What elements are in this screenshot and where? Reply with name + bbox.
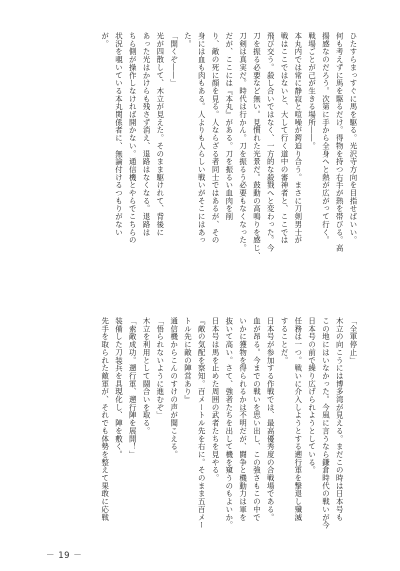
text-line: 日本号は馬を止めた周囲の武者たちを見やる。 <box>211 317 221 482</box>
text-line: 「開くぞ――」 <box>169 32 179 87</box>
text-line: 日本号が参加する作戦では、最高優秀度の合戦場である。 <box>266 317 276 522</box>
text-line: 刀を振る必要など無い。見慣れた光景だ。鼓動の高鳴りを感じ、 <box>252 32 262 260</box>
text-line: 戦場ごとが己が生きる場所――。 <box>307 32 317 150</box>
text-line: 何も考えずに馬を駆るだけ。得物を持つ右手が熱を帯びる。高 <box>335 32 345 252</box>
text-line: 『敵の気配を察知。百メートル先を右に。そのまま五百メー <box>197 317 207 529</box>
text-line: 刀剣は真実だ。時代は行かん。刀を振るう必要もなくなった。 <box>238 32 248 252</box>
text-line: 血が昂る。今までの戦いを思い出し、この強さもこの中で <box>252 317 262 522</box>
text-line: ちら側が操作しなければ開かない。通信機とやらでこちらの <box>128 32 138 244</box>
text-line: いかに獲物を得られるかは不明だが、闘争と機動力は軍を <box>238 317 248 522</box>
text-line: 揚感なのだろう。次第に手から全身へと熱が広がって行く。 <box>321 32 331 244</box>
bottom-text-block <box>30 317 360 539</box>
text-line: 戦はここではないと、大して行く道中の審神者と、ここでは <box>280 32 290 244</box>
text-line: 任務は一つ。戦いに介入しようとする遡行軍を撃退し殲滅 <box>293 317 303 522</box>
text-line: た。 <box>183 32 193 48</box>
text-line: 本丸内では常に静寂と喧噪が鍔迫り合う。まさに刀剣男士が <box>293 32 303 244</box>
text-line: 「索敵成功。遡行軍、遡行陣を展開！」 <box>128 317 138 459</box>
text-line: トル先に敵の陣営あり』 <box>183 317 193 404</box>
text-line: 木立の向こうには博多湾が見える。まだこの時は日本号も <box>335 317 345 522</box>
text-line: 状況を覗いている本丸関係者に、無論付けるつもりがない <box>114 32 124 237</box>
text-line: 日本号の前で繰り広げられようとしている。 <box>307 317 317 474</box>
text-line: 身には血も肉もある。人よりも人らしい戦いがそこにはあっ <box>197 32 207 244</box>
text-line: が。 <box>100 32 110 48</box>
text-line: 飛び交う。殺し合いではなく、一方的な殺戮へと変わった。今 <box>266 32 276 252</box>
text-line: 抜いて高い。さて、強者たちを出して機を窺うのもよいか。 <box>224 317 234 529</box>
text-line: 「全軍停止」 <box>349 317 358 365</box>
page-number: － 19 － <box>46 551 83 561</box>
text-line: 先手を取られた敵軍が、それでも体勢を整えて果敢に応戦 <box>100 317 110 522</box>
text-line: だが、ここには『本丸』がある。刀を振るい血肉を削 <box>224 32 234 221</box>
text-line: 通信機からこんのすけの声が聞こえる。 <box>169 317 179 459</box>
text-line: 「悟られないように進むぞ」 <box>155 317 165 420</box>
text-line: り、敵の死に顔を見る。人ならざる者同士ではあるが、その <box>211 32 221 244</box>
text-line: 光が四散して、木立が見えた。そのまま駆けれて、背後に <box>155 32 165 237</box>
text-line: 木立を利用として闘合いを取る。 <box>142 317 152 435</box>
text-line: することだ。 <box>280 317 290 365</box>
text-line: あった光はかけらも残さず消え、退路はなくなる。退路は <box>142 32 152 237</box>
text-line: ひたすらまっすぐに馬を駆る。光沢寺方向を目指せばいい。 <box>349 32 358 244</box>
text-line: 装備した刀装兵を具現化し、陣を敷く。 <box>114 317 124 459</box>
top-text-block <box>30 32 360 314</box>
text-line: この地にはいなかった。今風に言うなら鎌倉時代の戦いが今 <box>321 317 331 529</box>
